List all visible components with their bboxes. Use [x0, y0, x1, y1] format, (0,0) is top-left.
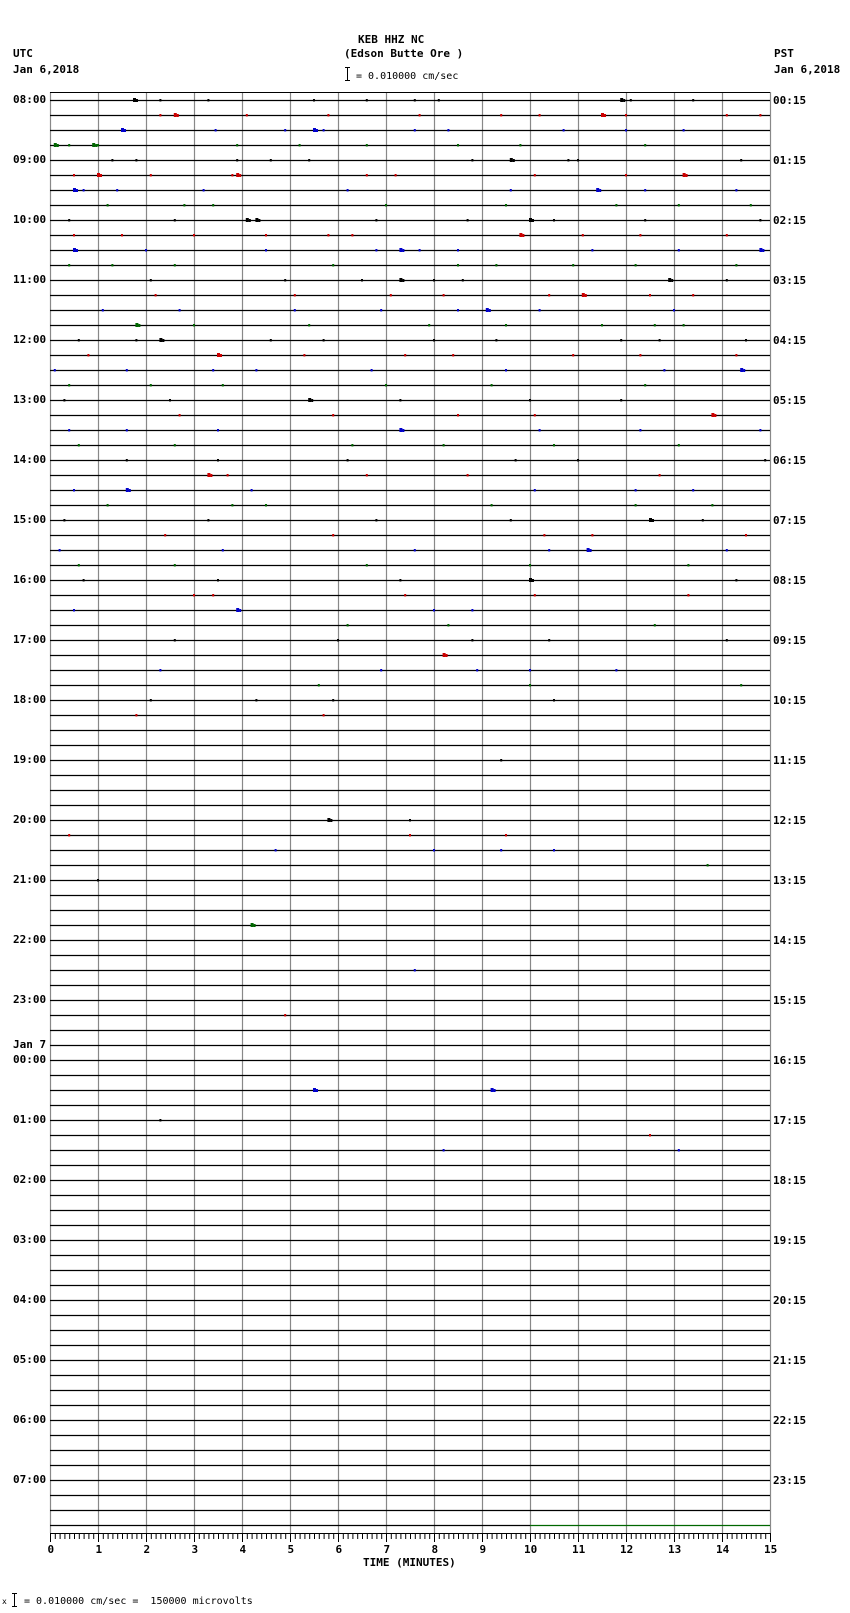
- x-tick-label: 6: [335, 1543, 343, 1556]
- pst-hour-label: 12:15: [773, 814, 807, 827]
- utc-hour-label: 20:00: [13, 813, 47, 826]
- x-tick-label: 9: [479, 1543, 487, 1556]
- x-tick-label: 14: [716, 1543, 730, 1556]
- x-tick-label: 4: [239, 1543, 247, 1556]
- pst-hour-label: 07:15: [773, 514, 807, 527]
- left-timezone: UTC: [13, 47, 33, 60]
- utc-hour-label: 16:00: [13, 573, 47, 586]
- x-tick-label: 15: [764, 1543, 778, 1556]
- utc-hour-label: 14:00: [13, 453, 47, 466]
- utc-hour-label: 00:00: [13, 1053, 47, 1066]
- pst-hour-label: 15:15: [773, 994, 807, 1007]
- utc-hour-label: 11:00: [13, 273, 47, 286]
- station-title: KEB HHZ NC: [358, 33, 425, 46]
- pst-hour-label: 08:15: [773, 574, 807, 587]
- footer-scale-text: = 0.010000 cm/sec = 150000 microvolts: [24, 1596, 253, 1607]
- right-date: Jan 6,2018: [774, 63, 841, 76]
- x-tick-label: 2: [143, 1543, 151, 1556]
- x-tick-label: 12: [620, 1543, 634, 1556]
- pst-hour-label: 11:15: [773, 754, 807, 767]
- utc-hour-label: 13:00: [13, 393, 47, 406]
- pst-hour-label: 17:15: [773, 1114, 807, 1127]
- utc-hour-label: 12:00: [13, 333, 47, 346]
- utc-hour-label: 22:00: [13, 933, 47, 946]
- pst-hour-label: 06:15: [773, 454, 807, 467]
- utc-hour-label: 23:00: [13, 993, 47, 1006]
- utc-hour-label: 07:00: [13, 1473, 47, 1486]
- pst-hour-label: 20:15: [773, 1294, 807, 1307]
- footer-scale-bar-icon: [14, 1593, 15, 1607]
- x-tick-label: 7: [383, 1543, 391, 1556]
- x-tick-label: 8: [431, 1543, 439, 1556]
- x-tick-label: 5: [287, 1543, 295, 1556]
- utc-hour-label: 09:00: [13, 153, 47, 166]
- right-timezone: PST: [774, 47, 794, 60]
- x-tick-label: 3: [191, 1543, 199, 1556]
- pst-hour-label: 22:15: [773, 1414, 807, 1427]
- pst-hour-label: 21:15: [773, 1354, 807, 1367]
- pst-hour-label: 03:15: [773, 274, 807, 287]
- x-tick-label: 1: [95, 1543, 103, 1556]
- pst-hour-label: 10:15: [773, 694, 807, 707]
- utc-hour-label: 15:00: [13, 513, 47, 526]
- utc-hour-label: 18:00: [13, 693, 47, 706]
- pst-hour-label: 09:15: [773, 634, 807, 647]
- pst-hour-label: 23:15: [773, 1474, 807, 1487]
- utc-hour-label: 04:00: [13, 1293, 47, 1306]
- x-tick-label: 10: [524, 1543, 538, 1556]
- pst-hour-label: 02:15: [773, 214, 807, 227]
- utc-date-label: Jan 7: [13, 1038, 47, 1051]
- pst-hour-label: 13:15: [773, 874, 807, 887]
- x-tick-label: 0: [47, 1543, 55, 1556]
- pst-hour-label: 14:15: [773, 934, 807, 947]
- utc-hour-label: 19:00: [13, 753, 47, 766]
- pst-hour-label: 18:15: [773, 1174, 807, 1187]
- utc-hour-label: 10:00: [13, 213, 47, 226]
- pst-hour-label: 01:15: [773, 154, 807, 167]
- pst-hour-label: 00:15: [773, 94, 807, 107]
- pst-hour-label: 19:15: [773, 1234, 807, 1247]
- pst-hour-label: 04:15: [773, 334, 807, 347]
- scale-text: = 0.010000 cm/sec: [356, 71, 459, 82]
- utc-hour-label: 02:00: [13, 1173, 47, 1186]
- footer-mark: x: [2, 1597, 7, 1606]
- pst-hour-label: 05:15: [773, 394, 807, 407]
- x-axis-label: TIME (MINUTES): [363, 1556, 456, 1569]
- utc-hour-label: 05:00: [13, 1353, 47, 1366]
- pst-hour-label: 16:15: [773, 1054, 807, 1067]
- x-tick-label: 11: [572, 1543, 586, 1556]
- utc-hour-label: 21:00: [13, 873, 47, 886]
- left-date: Jan 6,2018: [13, 63, 80, 76]
- utc-hour-label: 01:00: [13, 1113, 47, 1126]
- utc-hour-label: 03:00: [13, 1233, 47, 1246]
- utc-hour-label: 17:00: [13, 633, 47, 646]
- x-tick-label: 13: [668, 1543, 682, 1556]
- station-location: (Edson Butte Ore ): [344, 47, 464, 60]
- utc-hour-label: 06:00: [13, 1413, 47, 1426]
- utc-hour-label: 08:00: [13, 93, 47, 106]
